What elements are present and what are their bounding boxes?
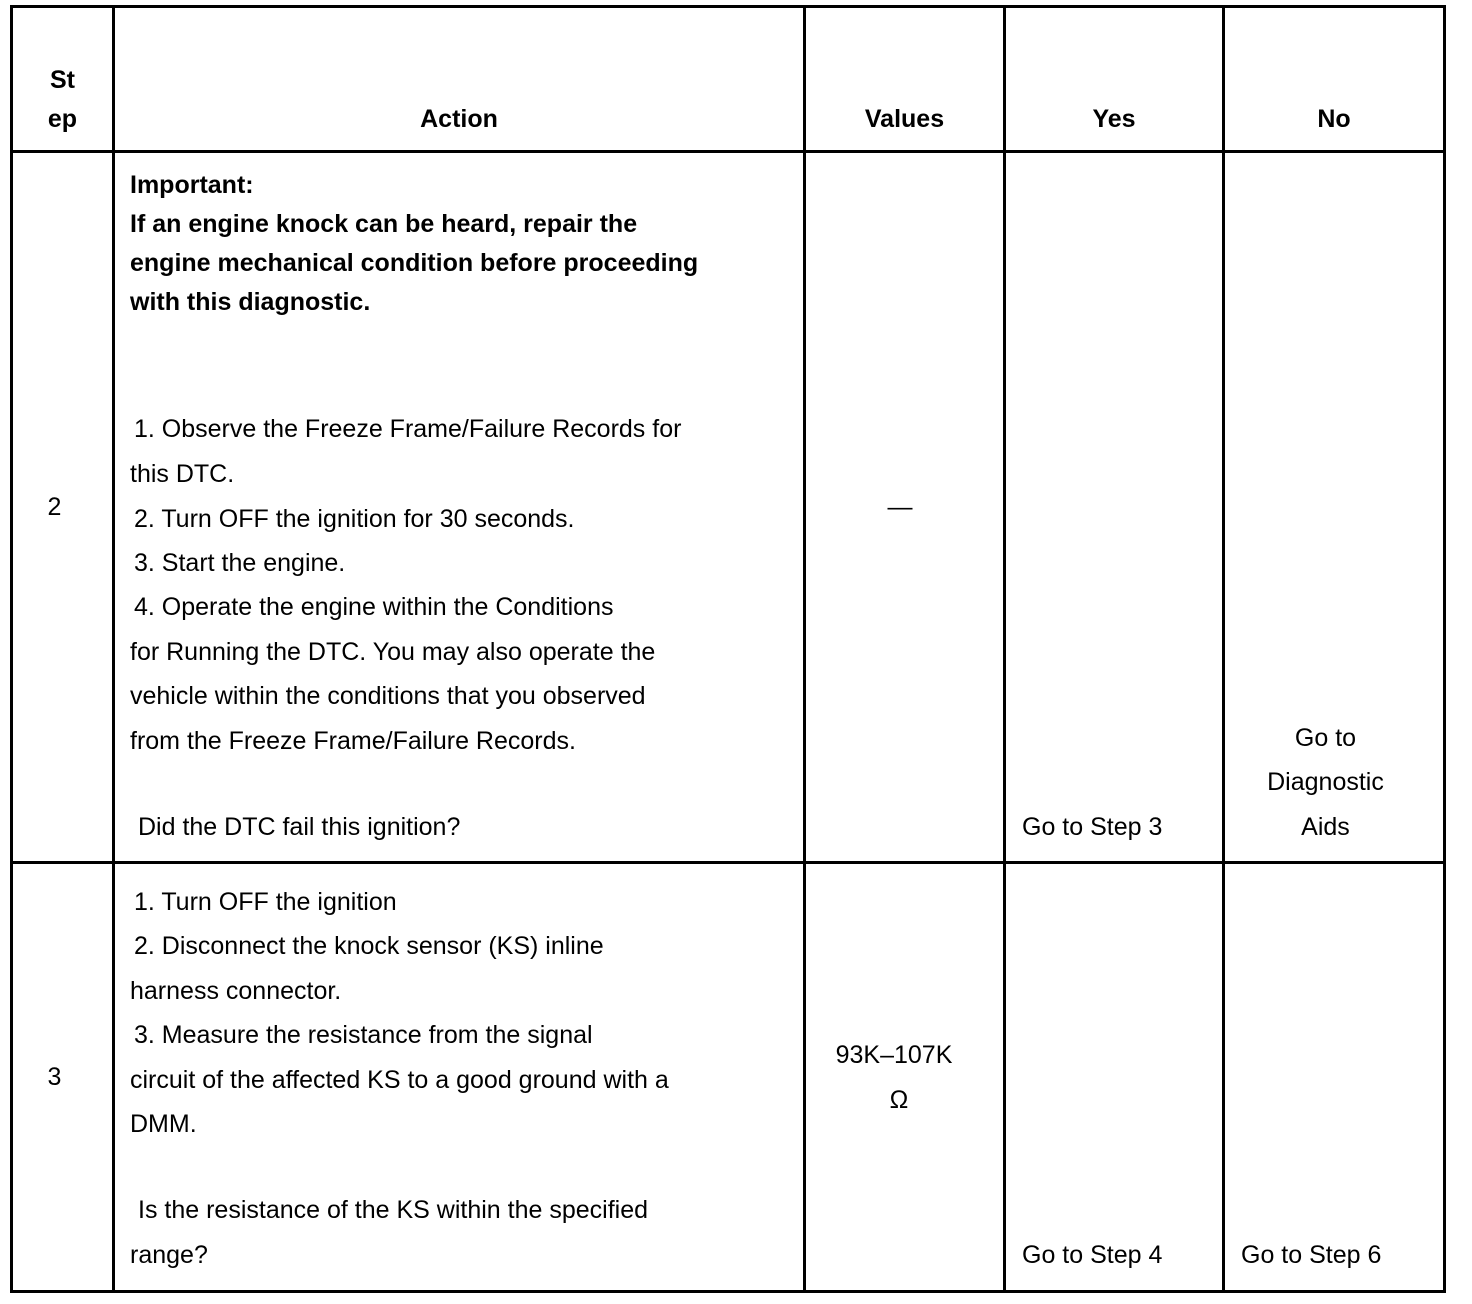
important-label: Important:: [130, 171, 254, 199]
no-cell: Go to Step 6: [1241, 1241, 1382, 1269]
table-top-border: [10, 5, 1446, 8]
action-line: 3. Measure the resistance from the signal: [134, 1021, 593, 1049]
action-line: for Running the DTC. You may also operate the: [130, 638, 656, 666]
column-divider-step: [112, 5, 115, 1293]
no-cell-line: Go to: [1294, 724, 1357, 752]
action-line: this DTC.: [130, 460, 235, 488]
table-left-border: [10, 5, 13, 1293]
value-cell-line: Ω: [889, 1086, 909, 1114]
column-divider-yes: [1222, 5, 1225, 1293]
yes-cell: Go to Step 4: [1022, 1241, 1163, 1269]
table-bottom-border: [10, 1290, 1446, 1293]
action-line: 2. Turn OFF the ignition for 30 seconds.: [134, 505, 575, 533]
action-question-line: Is the resistance of the KS within the specified: [138, 1196, 648, 1224]
action-question-line: range?: [130, 1241, 208, 1269]
important-note-line: If an engine knock can be heard, repair the: [130, 210, 638, 238]
action-line: vehicle within the conditions that you observed: [130, 682, 646, 710]
step-number: 2: [47, 493, 62, 521]
action-line: 4. Operate the engine within the Conditions: [134, 593, 614, 621]
action-line: circuit of the affected KS to a good ground with a: [130, 1066, 669, 1094]
important-note-line: engine mechanical condition before proceeding: [130, 249, 699, 277]
action-line: 1. Observe the Freeze Frame/Failure Records for: [134, 415, 682, 443]
yes-cell: Go to Step 3: [1022, 813, 1163, 841]
row-divider: [10, 861, 1446, 864]
action-line: DMM.: [130, 1110, 197, 1138]
no-cell-line: Aids: [1301, 813, 1350, 841]
action-question: Did the DTC fail this ignition?: [138, 813, 461, 841]
action-line: 1. Turn OFF the ignition: [134, 888, 397, 916]
header-values: Values: [864, 105, 945, 133]
action-line: from the Freeze Frame/Failure Records.: [130, 727, 576, 755]
action-line: 2. Disconnect the knock sensor (KS) inline: [134, 932, 604, 960]
step-number: 3: [47, 1063, 62, 1091]
header-step-line2: ep: [47, 105, 78, 133]
header-step-line1: St: [50, 66, 75, 94]
important-note-line: with this diagnostic.: [130, 288, 371, 316]
value-cell: —: [887, 493, 913, 521]
header-action: Action: [420, 105, 498, 133]
no-cell-line: Diagnostic: [1267, 768, 1384, 796]
action-line: 3. Start the engine.: [134, 549, 346, 577]
header-yes: Yes: [1092, 105, 1136, 133]
table-right-border: [1443, 5, 1446, 1293]
column-divider-values: [1003, 5, 1006, 1293]
value-cell-line: 93K–107K: [835, 1041, 953, 1069]
header-bottom-border: [10, 150, 1446, 153]
header-no: No: [1317, 105, 1351, 133]
action-line: harness connector.: [130, 977, 342, 1005]
